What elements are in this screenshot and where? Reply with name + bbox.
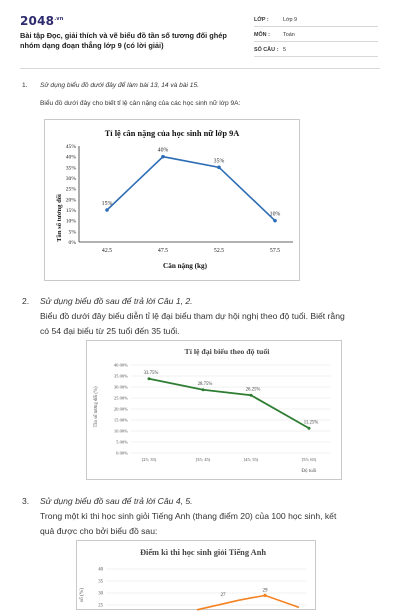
chart-1-data-label: 35% (213, 158, 225, 165)
chart-1-ytick-label: 30% (65, 176, 76, 182)
chart-2-box (86, 340, 342, 480)
meta-subject-value: Toán (283, 32, 295, 38)
chart-2-ytick-label: 20.00% (113, 406, 128, 412)
chart-1-data-label: 10% (269, 211, 281, 218)
chart-1-ytick-label: 40% (65, 154, 76, 161)
question-2-instruction: Sử dụng biểu đồ sau để trả lời Câu 1, 2. (40, 296, 193, 306)
question-1-number: 1. (22, 82, 28, 89)
chart-3-box (76, 540, 316, 610)
site-logo[interactable]: $2048^{.vn}$ (20, 14, 64, 28)
chart-2-ytick-label: 35.00% (113, 373, 128, 379)
chart-1-title: Tỉ lệ cân nặng của học sinh nữ lớp 9A (104, 129, 240, 138)
question-1-text: Biểu đồ dưới đây cho biết tỉ lệ cân nặng của các học sinh nữ lớp 9A: (40, 100, 241, 107)
chart-3-data-label: 27 (220, 593, 226, 599)
meta-count-key: SỐ CÂU : (254, 47, 279, 53)
chart-2-data-point (250, 394, 253, 397)
chart-1-ylabel: Tần số tương đối (56, 194, 63, 242)
chart-3-series-line (197, 595, 299, 609)
chart-2-ytick-label: 0.00% (116, 450, 128, 456)
question-3-text-line-2: quả được cho bởi biểu đồ sau: (40, 526, 158, 536)
chart-2-data-point (202, 388, 205, 391)
question-2-text-line-1: Biểu đồ dưới đây biểu diễn tỉ lệ đại biểu tham dự hội nghị theo độ tuổi. Biết rằng (40, 311, 345, 321)
chart-2-ytick-label: 25.00% (113, 395, 128, 401)
chart-2-xtick-label: [45; 55) (243, 457, 259, 462)
chart-1-ytick-label: 45% (65, 144, 76, 150)
chart-1-svg (45, 120, 299, 280)
chart-2-data-point (148, 377, 151, 380)
chart-2-ytick-label: 40.00% (113, 362, 128, 368)
chart-3-data-label: 29 (262, 588, 268, 594)
chart-1-xlabel: Cân nặng (kg) (163, 262, 207, 270)
chart-1-xtick-label: 47.5 (157, 248, 169, 254)
meta-subject-key: MÔN : (254, 32, 270, 38)
chart-2-ylabel: Tần số tương đối (%) (94, 386, 99, 428)
chart-1-series-line (107, 157, 275, 221)
meta-count-row (254, 44, 378, 57)
chart-1-data-point (273, 219, 277, 223)
document-title: Bài tập Đọc, giải thích và vẽ biểu đồ tần số tương đối ghép nhóm dạng đoạn thẳng lớp 9 (có lời giải) (20, 31, 227, 50)
chart-1-xtick-label: 52.5 (213, 248, 225, 254)
chart-2-ytick-label: 5.00% (116, 439, 128, 445)
meta-class-row (254, 14, 378, 27)
chart-3-ytick-label: 35 (98, 579, 103, 585)
chart-1-ytick-label: 15% (65, 208, 76, 214)
question-2-text-line-2: có 54 đại biểu từ 25 tuổi đến 35 tuổi. (40, 326, 180, 336)
question-3-number: 3. (22, 496, 30, 506)
chart-1-data-label: 40% (157, 147, 169, 154)
chart-1-data-point (217, 166, 221, 170)
header-divider (20, 68, 380, 69)
chart-2-xtick-label: [35; 45) (195, 457, 211, 462)
chart-3-svg (77, 541, 315, 609)
chart-2-ytick-label: 30.00% (113, 384, 128, 390)
question-3-text-line-1: Trong một kì thi học sinh giỏi Tiếng Anh (thang điểm 20) của 100 học sinh, kết (40, 511, 337, 521)
chart-2-xtick-label: [55; 65) (301, 457, 317, 462)
chart-2-xtick-label: [25; 35) (141, 457, 157, 462)
chart-2-title: Tỉ lệ đại biểu theo độ tuổi (184, 347, 270, 356)
chart-2-data-point (308, 427, 311, 430)
chart-2-xlabel: Độ tuổi (301, 469, 317, 474)
chart-1-data-point (161, 155, 165, 159)
chart-2-data-label: 11.25% (303, 420, 319, 426)
meta-count-value: 5 (283, 47, 286, 53)
chart-1-ytick-label: 5% (68, 229, 76, 236)
chart-3-ylabel: số (%) (79, 587, 85, 603)
chart-3-ytick-label: 30 (98, 591, 103, 597)
question-2-number: 2. (22, 296, 30, 306)
chart-1-ytick-label: 25% (65, 186, 76, 193)
chart-1-xtick-label: 57.5 (269, 248, 281, 254)
chart-2-ytick-label: 10.00% (113, 428, 128, 434)
chart-2-ytick-label: 15.00% (113, 417, 128, 423)
chart-1-ytick-label: 0% (68, 240, 76, 246)
chart-2-series-line (149, 379, 309, 429)
chart-1-ytick-label: 10% (65, 218, 76, 225)
question-3-instruction: Sử dụng biểu đồ sau để trả lời Câu 4, 5. (40, 496, 193, 506)
meta-class-key: LỚP : (254, 17, 269, 23)
chart-2-data-label: 26.25% (245, 387, 261, 393)
chart-1-ytick-label: 35% (65, 165, 76, 172)
chart-2-data-label: 33.75% (143, 370, 159, 376)
chart-3-title: Điểm kì thi học sinh giỏi Tiếng Anh (139, 548, 267, 557)
meta-subject-row (254, 29, 378, 42)
chart-2-svg (87, 341, 341, 479)
chart-1-xtick-label: 42.5 (101, 248, 113, 254)
chart-3-ytick-label: 40 (98, 567, 103, 573)
chart-1-box (44, 119, 300, 281)
meta-class-value: Lớp 9 (283, 17, 298, 23)
chart-3-data-point (263, 594, 266, 597)
chart-1-data-label: 15% (101, 201, 113, 207)
chart-2-data-label: 28.75% (197, 381, 213, 387)
question-1-instruction: Sử dụng biểu đồ dưới đây để làm bài 13, 14 và bài 15. (40, 82, 199, 89)
document-header (0, 0, 400, 68)
chart-1-ytick-label: 20% (65, 197, 76, 204)
chart-3-ytick-label: 25 (98, 603, 103, 609)
chart-1-data-point (105, 208, 109, 212)
